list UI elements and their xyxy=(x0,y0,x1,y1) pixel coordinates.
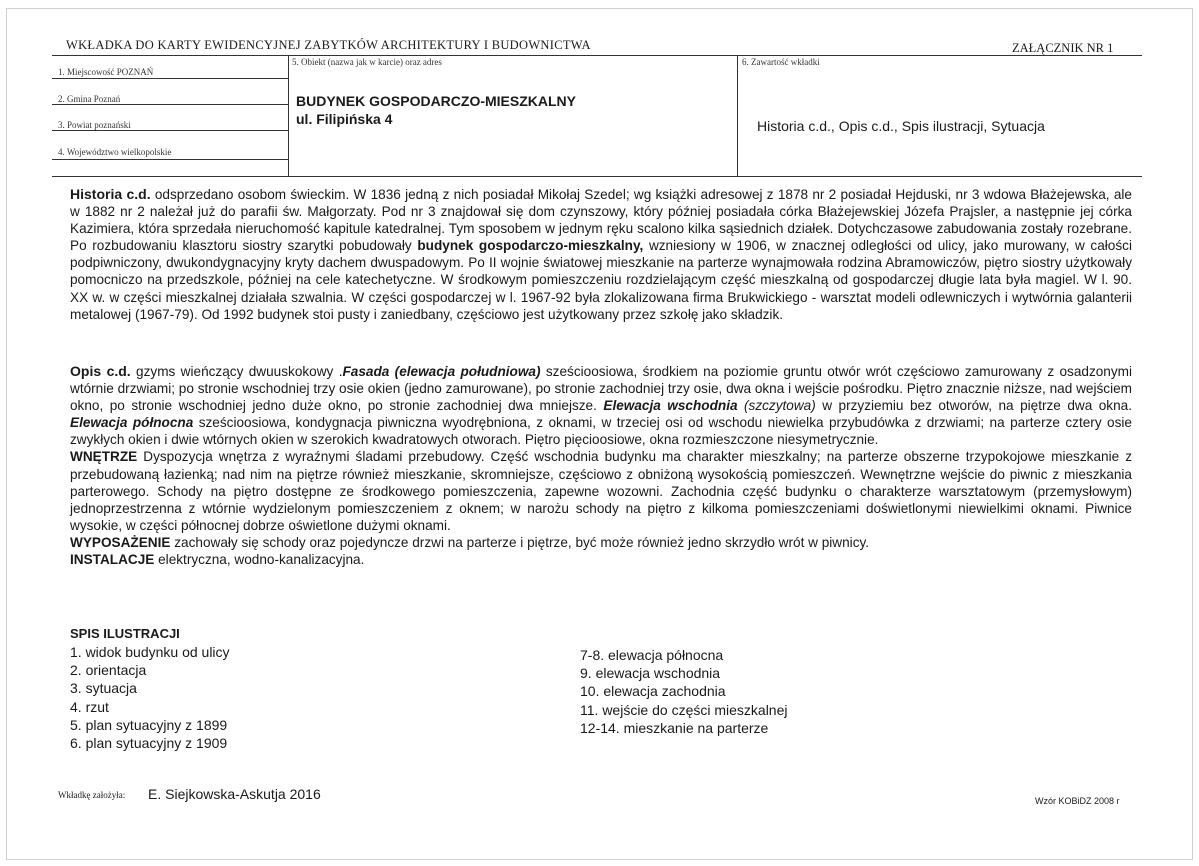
historia-text-cont: wzniesiony w 1906, w znacznej odległości od ulicy, jako murowany, w całości podpiwniczony, dwukondygnacyjny kryty dachem dwuspadowym. Po II wojnie światowej mieszkanie na parterze wynajmowała rodzina Abramowiczów, piętro siostry użytkowały pomocniczo na przedszkole, później na cele katechetyczne. W środkowym pomieszczeniu rozdzielającym część mieszkalną od gospodarczej długie lata była magiel. W l. 90. XX w. w części mieszkalnej działała szwalnia. W części gospodarczej w l. 1967-92 była zlokalizowana firma Brukwickiego - warsztat modeli odlewniczych i wytwórnia galanterii metalowej (1967-79). Od 1992 budynek stoi pusty i zaniedbany, częściowo jest użytkowany przez szkołę jako składzik. xyxy=(70,238,1132,322)
historia-bold: budynek gospodarczo-mieszkalny, xyxy=(417,238,644,254)
grid-line xyxy=(52,78,288,79)
opis-text: sześcioosiowa, kondygnacja piwniczna wyodrębniona, z oknami, w trzeciej osi od wschodu niewielka przybudówka z drzwiami; na parterze cztery osie zwykłych okien i dwie wtórnych okien w szerokich kwadratowych otworach. Piętro pięcioosiowe, okna rozmieszczone niesymetrycznie. xyxy=(70,415,1132,448)
opis-text: w przyziemiu bez otworów, na piętrze dwa okna. xyxy=(815,398,1133,414)
illustrations-heading: SPIS ILUSTRACJI xyxy=(70,626,180,641)
historia-paragraph xyxy=(70,186,1132,323)
opis-paragraph xyxy=(70,363,1132,568)
form-bottom-rule xyxy=(52,176,1142,177)
grid-divider xyxy=(288,55,289,176)
author-name: E. Siejkowska-Askutja 2016 xyxy=(148,786,321,802)
field-county: 3. Powiat poznański xyxy=(58,120,131,130)
field-contents-label: 6. Zawartość wkładki xyxy=(742,57,820,67)
list-item: 9. elewacja wschodnia xyxy=(580,665,721,682)
field-locality: 1. Miejscowość POZNAŃ xyxy=(58,67,154,77)
author-label: Wkładkę założyła: xyxy=(58,790,126,800)
object-name: BUDYNEK GOSPODARCZO-MIESZKALNY xyxy=(296,93,577,109)
illustrations-list-left xyxy=(70,643,230,752)
object-address: ul. Filipińska 4 xyxy=(296,111,393,127)
fasada-heading: Fasada (elewacja południowa) xyxy=(342,364,541,379)
wnetrze-label: WNĘTRZE xyxy=(70,449,138,465)
historia-text: odsprzedano osobom świeckim. W 1836 jedną z nich posiadał Mikołaj Szedel; wg książki adresowej z 1878 nr 2 posiadał Hejduski, nr 3 wdowa Błażejewska, ale w 1882 nr 2 należał już do parafii św. Małgorzaty. Pod nr 3 znajdował się dom czynszowy, który później posiadała córka Błażejewskiej Józefa Prajsler, a następnie jej córka Kazimiera, która sprzedała nieruchomość kapitule katedralnej. Tym sposobem w jednym ręku scalono kilka sąsiednich działek. Dotychczasowe zabudowania zostały rozebrane. Po rozbudowaniu klasztoru siostry szarytki pobudowały xyxy=(70,187,1132,254)
opis-label: Opis c.d. xyxy=(70,363,131,379)
list-item: 4. rzut xyxy=(70,698,109,715)
list-item: 11. wejście do części mieszkalnej xyxy=(580,701,788,718)
opis-text: gzyms wieńczący dwuuskokowy . xyxy=(130,364,343,379)
contents-value: Historia c.d., Opis c.d., Spis ilustracji, Sytuacja xyxy=(757,118,1045,134)
list-item: 2. orientacja xyxy=(70,662,147,679)
wyposazenie-label: WYPOSAŻENIE xyxy=(70,534,171,550)
template-version: Wzór KOBiDZ 2008 r xyxy=(1035,796,1120,806)
north-elevation-heading: Elewacja północna xyxy=(70,415,194,431)
list-item: 3. sytuacja xyxy=(70,680,137,697)
wyposazenie-text: zachowały się schody oraz pojedyncze drzwi na parterze i piętrze, być może również jedno skrzydło wrót w piwnicy. xyxy=(170,534,870,550)
annex-label: ZAŁĄCZNIK NR 1 xyxy=(1012,41,1114,55)
historia-label: Historia c.d. xyxy=(70,186,151,202)
list-item: 7-8. elewacja północna xyxy=(580,647,724,663)
list-item: 5. plan sytuacyjny z 1899 xyxy=(70,716,228,733)
grid-line xyxy=(52,159,288,160)
illustrations-list-right xyxy=(580,646,788,737)
grid-line xyxy=(52,104,288,105)
list-item: 10. elewacja zachodnia xyxy=(580,683,726,700)
form-title: WKŁADKA DO KARTY EWIDENCYJNEJ ZABYTKÓW ARCHITEKTURY I BUDOWNICTWA xyxy=(66,38,591,52)
field-object-label: 5. Obiekt (nazwa jak w karcie) oraz adres xyxy=(292,57,442,67)
east-elevation-note: (szczytowa) xyxy=(737,398,816,414)
list-item: 12-14. mieszkanie na parterze xyxy=(580,719,769,736)
list-item: 6. plan sytuacyjny z 1909 xyxy=(70,735,228,752)
opis-text: sześcioosiowa, środkiem na poziomie gruntu otwór wrót częściowo zamurowany z osadzonymi wtórnie drzwiami; po stronie wschodniej trzy osie okien (jedno zamurowane), po stronie zachodniej trzy osie, dwa okna i wejście pośrodku. Piętro znacznie niższe, nad wejściem okno, po stronie wschodniej jedno duże okno, po stronie zachodniej dwa mniejsze. xyxy=(70,364,1133,414)
wnetrze-text: Dyspozycja wnętrza z wyraźnymi śladami przebudowy. Część wschodnia budynku ma charakter mieszkalny; na parterze obszerne trzypokojowe mieszkanie z przebudowaną łazienką; nad nim na piętrze również mieszkanie, skromniejsze, częściowo z obniżoną wysokością pomieszczeń. Wewnętrzne wejście do piwnic z mieszkania parterowego. Schody na piętro dostępne ze środkowego pomieszczenia, zapewne wozowni. Zachodnia część budynku o charakterze warsztatowym (przemysłowym) jednoprzestrzenna z wtórnie wydzielonym pomieszczeniem z oknem; w narożu schody na piętro z kilkoma pomieszczeniami doświetlonymi niewielkimi oknami. Piwnice wysokie, w części północnej dobrze oświetlone dużymi oknami. xyxy=(70,449,1132,533)
header-rule xyxy=(52,55,1142,56)
grid-line xyxy=(52,130,288,131)
east-elevation-heading: Elewacja wschodnia xyxy=(603,398,738,414)
field-voivodeship: 4. Województwo wielkopolskie xyxy=(58,147,172,157)
field-commune: 2. Gmina Poznań xyxy=(58,94,121,104)
grid-divider xyxy=(737,55,738,176)
list-item: 1. widok budynku od ulicy xyxy=(70,644,230,660)
instalacje-text: elektryczna, wodno-kanalizacyjna. xyxy=(154,552,365,568)
instalacje-label: INSTALACJE xyxy=(70,552,155,568)
